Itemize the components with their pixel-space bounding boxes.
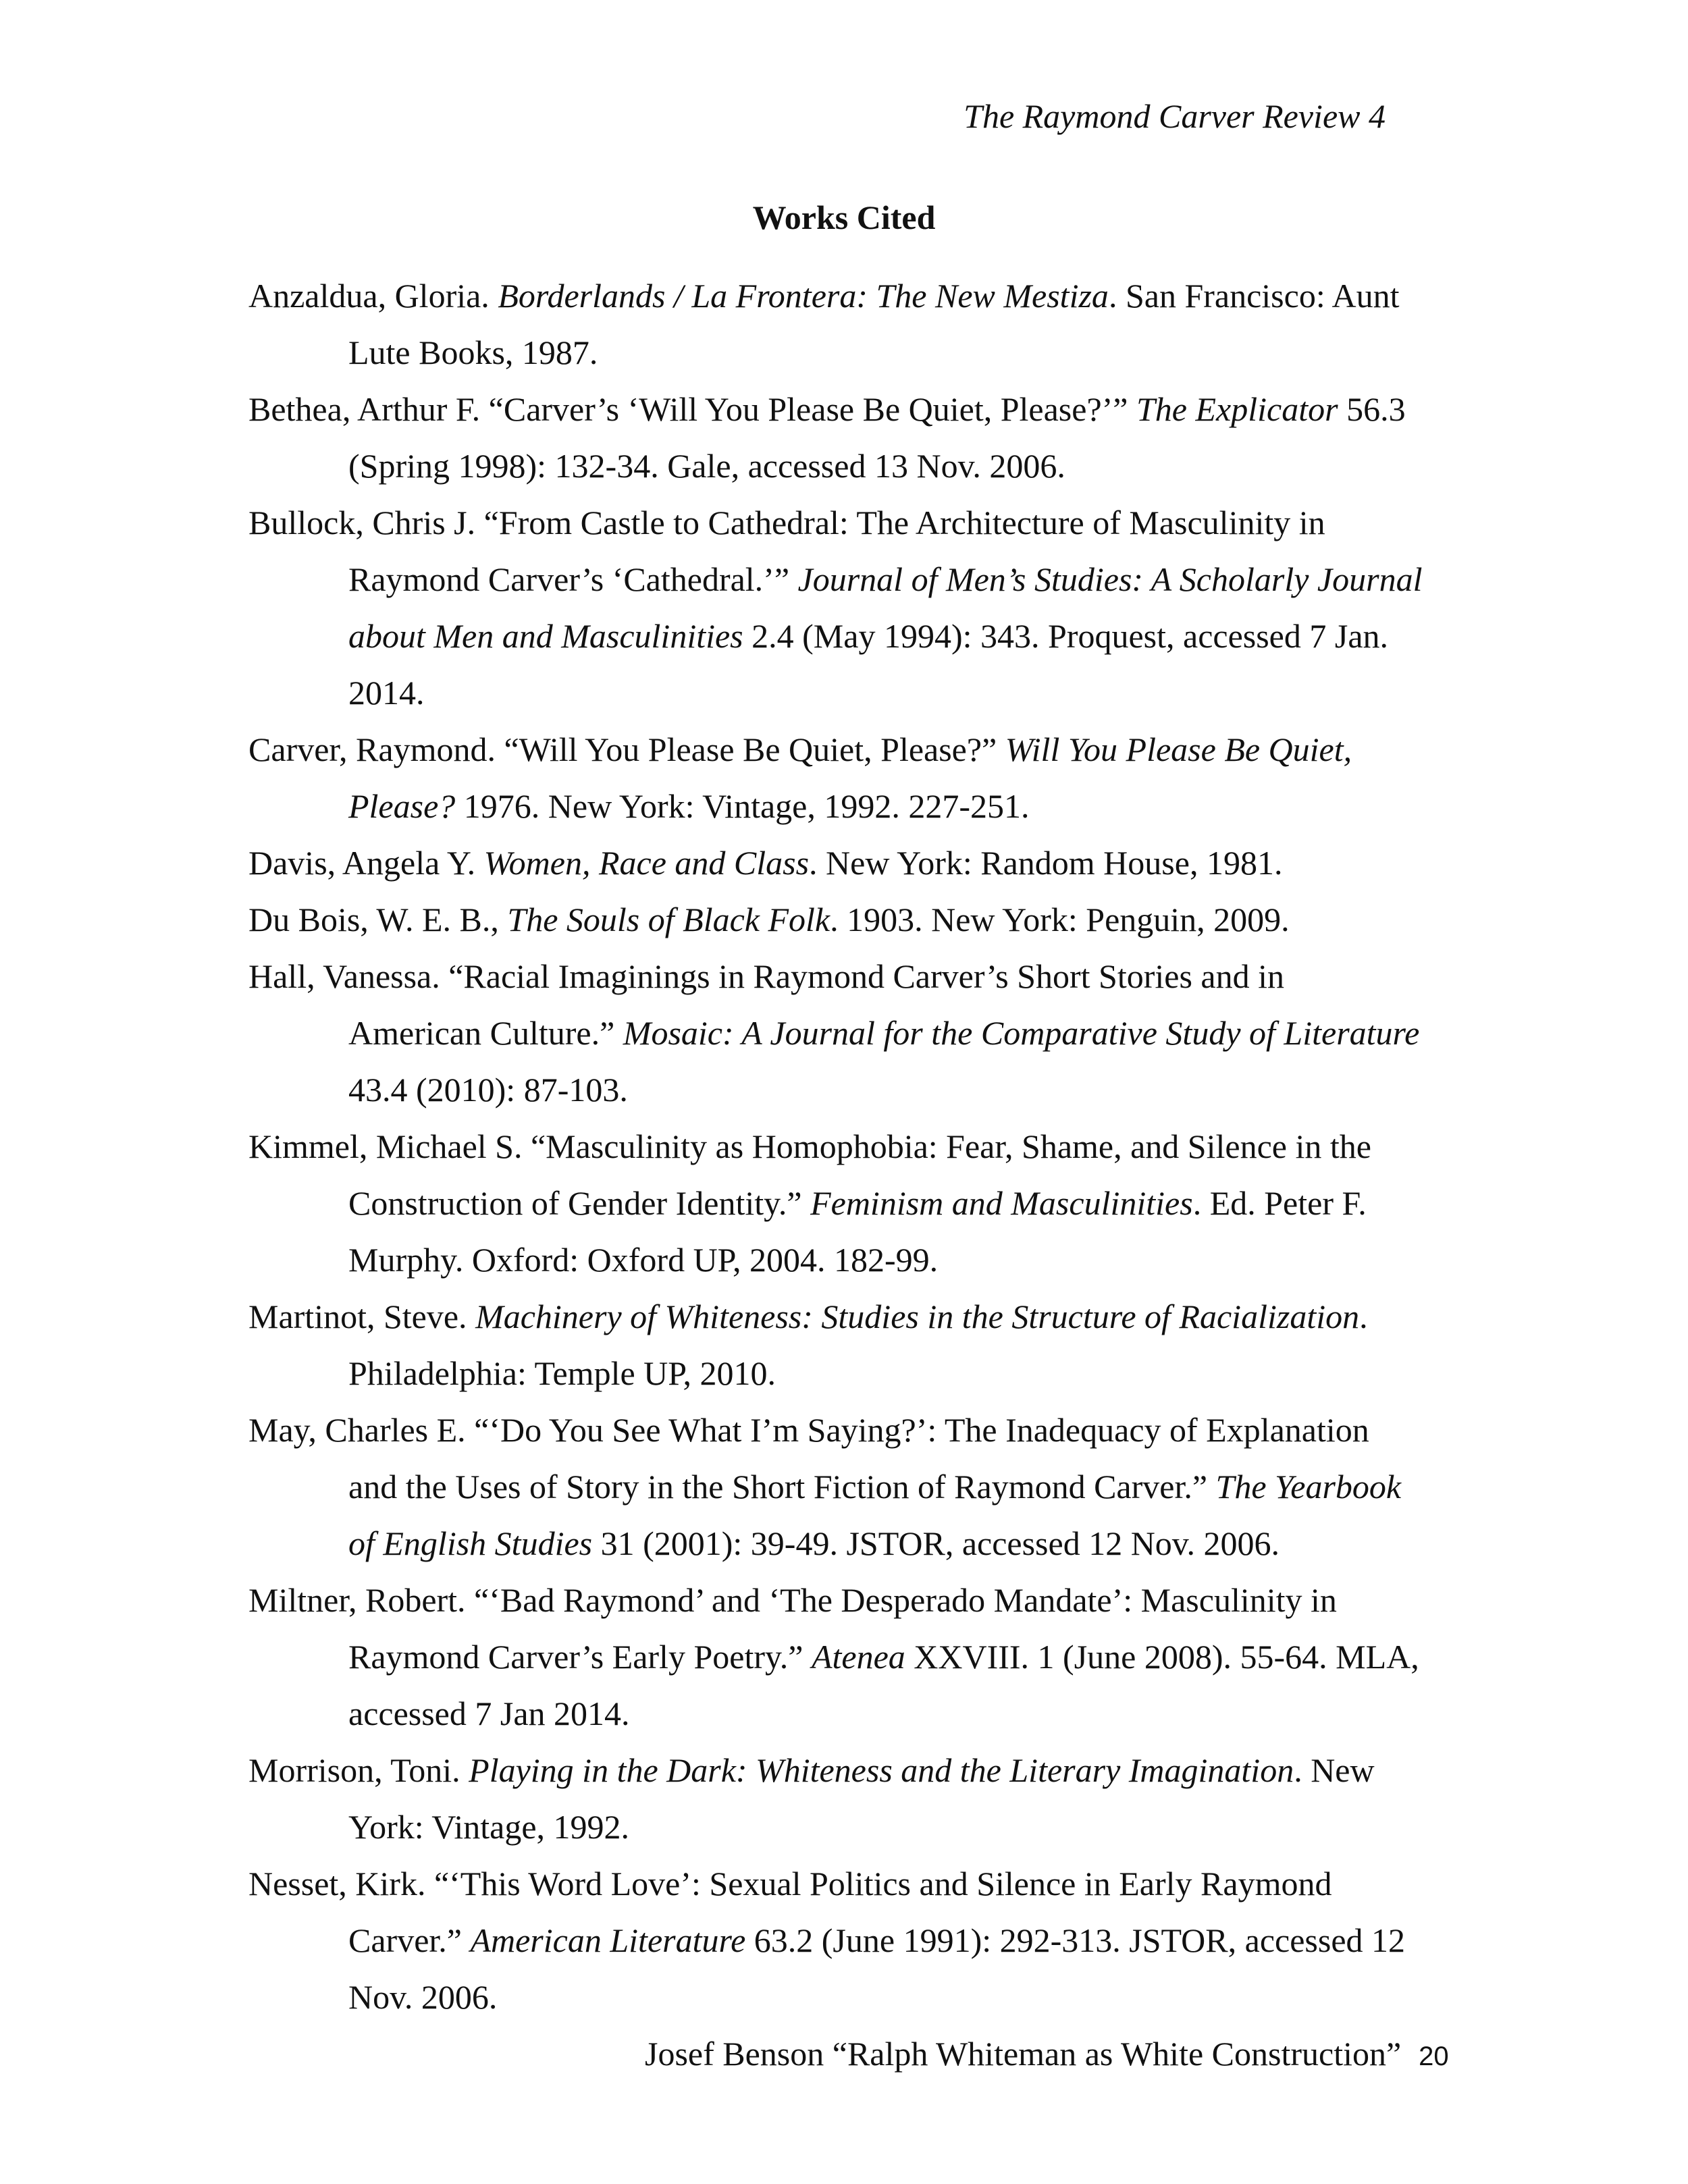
citation-text: Nesset, Kirk. “‘This Word Love’: Sexual Politics and Silence in Early Raymond Carver.” <box>248 1865 1332 1959</box>
citation-text: 56.3 (Spring 1998): 132-34. Gale, accessed 13 Nov. 2006. <box>348 390 1406 485</box>
citation-text: 63.2 (June 1991): 292-313. JSTOR, accessed 12 Nov. 2006. <box>348 1921 1406 2016</box>
citation-entry-bethea <box>248 381 1423 494</box>
citation-text: Morrison, Toni. <box>248 1751 469 1789</box>
citation-text: May, Charles E. “‘Do You See What I’m Saying?’: The Inadequacy of Explanation and the Uses of Story in the Short Fiction of Raymond Carver.” <box>248 1411 1369 1506</box>
citation-text: . Ed. Peter F. Murphy. Oxford: Oxford UP, 2004. 182-99. <box>348 1184 1367 1279</box>
page-footer <box>645 2032 1449 2078</box>
citation-title: Will You Please Be Quiet, Please? <box>348 730 1352 825</box>
footer-author-title: Josef Benson “Ralph Whiteman as White Construction” <box>645 2035 1402 2073</box>
citation-text: Hall, Vanessa. “Racial Imaginings in Raymond Carver’s Short Stories and in American Culture.” <box>248 957 1285 1052</box>
citation-title: Feminism and Masculinities <box>810 1184 1193 1222</box>
citation-text: Bullock, Chris J. “From Castle to Cathedral: The Architecture of Masculinity in Raymond Carver’s ‘Cathedral.’” <box>248 504 1325 598</box>
citation-text: . Philadelphia: Temple UP, 2010. <box>348 1298 1368 1392</box>
citation-entry-may <box>248 1402 1423 1572</box>
citation-entry-anzaldua <box>248 267 1423 381</box>
works-cited-list <box>248 267 1423 2025</box>
citation-text: Kimmel, Michael S. “Masculinity as Homophobia: Fear, Shame, and Silence in the Construction of Gender Identity.” <box>248 1127 1371 1222</box>
citation-title: The Explicator <box>1136 390 1338 428</box>
citation-text: Miltner, Robert. “‘Bad Raymond’ and ‘The Desperado Mandate’: Masculinity in Raymond Carver’s Early Poetry.” <box>248 1581 1337 1676</box>
section-title: Works Cited <box>752 198 936 236</box>
citation-entry-du-bois <box>248 891 1423 948</box>
citation-entry-bullock <box>248 494 1423 721</box>
citation-entry-carver <box>248 721 1423 834</box>
citation-entry-hall <box>248 948 1423 1118</box>
citation-title: Atenea <box>811 1638 905 1676</box>
citation-text: Bethea, Arthur F. “Carver’s ‘Will You Please Be Quiet, Please?’” <box>248 390 1136 428</box>
citation-text: XXVIII. 1 (June 2008). 55-64. MLA, accessed 7 Jan 2014. <box>348 1638 1419 1732</box>
citation-text: 1976. New York: Vintage, 1992. 227-251. <box>455 787 1030 825</box>
citation-entry-davis <box>248 834 1423 891</box>
citation-title: American Literature <box>470 1921 746 1959</box>
citation-title: Journal of Men’s Studies: A Scholarly Journal about Men and Masculinities <box>348 560 1423 655</box>
citation-title: Playing in the Dark: Whiteness and the Literary Imagination <box>469 1751 1294 1789</box>
citation-title: Borderlands / La Frontera: The New Mestiza <box>498 277 1109 315</box>
citation-text: 31 (2001): 39-49. JSTOR, accessed 12 Nov. 2006. <box>592 1524 1280 1562</box>
citation-title: The Yearbook of English Studies <box>348 1468 1402 1562</box>
page-number: 20 <box>1419 2042 1449 2071</box>
citation-entry-martinot <box>248 1288 1423 1402</box>
running-head: The Raymond Carver Review 4 <box>964 97 1386 135</box>
citation-text: Davis, Angela Y. <box>248 844 484 882</box>
citation-entry-kimmel <box>248 1118 1423 1288</box>
citation-text: 43.4 (2010): 87-103. <box>348 1071 628 1109</box>
citation-text: Du Bois, W. E. B., <box>248 901 508 938</box>
citation-text: . San Francisco: Aunt Lute Books, 1987. <box>348 277 1400 371</box>
citation-text: Carver, Raymond. “Will You Please Be Quiet, Please?” <box>248 730 1005 768</box>
citation-title: The Souls of Black Folk <box>507 901 830 938</box>
citation-text: . 1903. New York: Penguin, 2009. <box>830 901 1290 938</box>
citation-text: . New York: Vintage, 1992. <box>348 1751 1375 1846</box>
citation-text: . New York: Random House, 1981. <box>809 844 1283 882</box>
citation-title: Machinery of Whiteness: Studies in the Structure of Racialization <box>475 1298 1360 1335</box>
citation-title: Mosaic: A Journal for the Comparative Study of Literature <box>623 1014 1420 1052</box>
citation-text: Martinot, Steve. <box>248 1298 476 1335</box>
citation-entry-miltner <box>248 1572 1423 1742</box>
citation-text: 2.4 (May 1994): 343. Proquest, accessed 7 Jan. 2014. <box>348 617 1389 712</box>
citation-entry-nesset <box>248 1855 1423 2025</box>
citation-title: Women, Race and Class <box>483 844 810 882</box>
citation-entry-morrison <box>248 1742 1423 1855</box>
citation-text: Anzaldua, Gloria. <box>248 277 498 315</box>
